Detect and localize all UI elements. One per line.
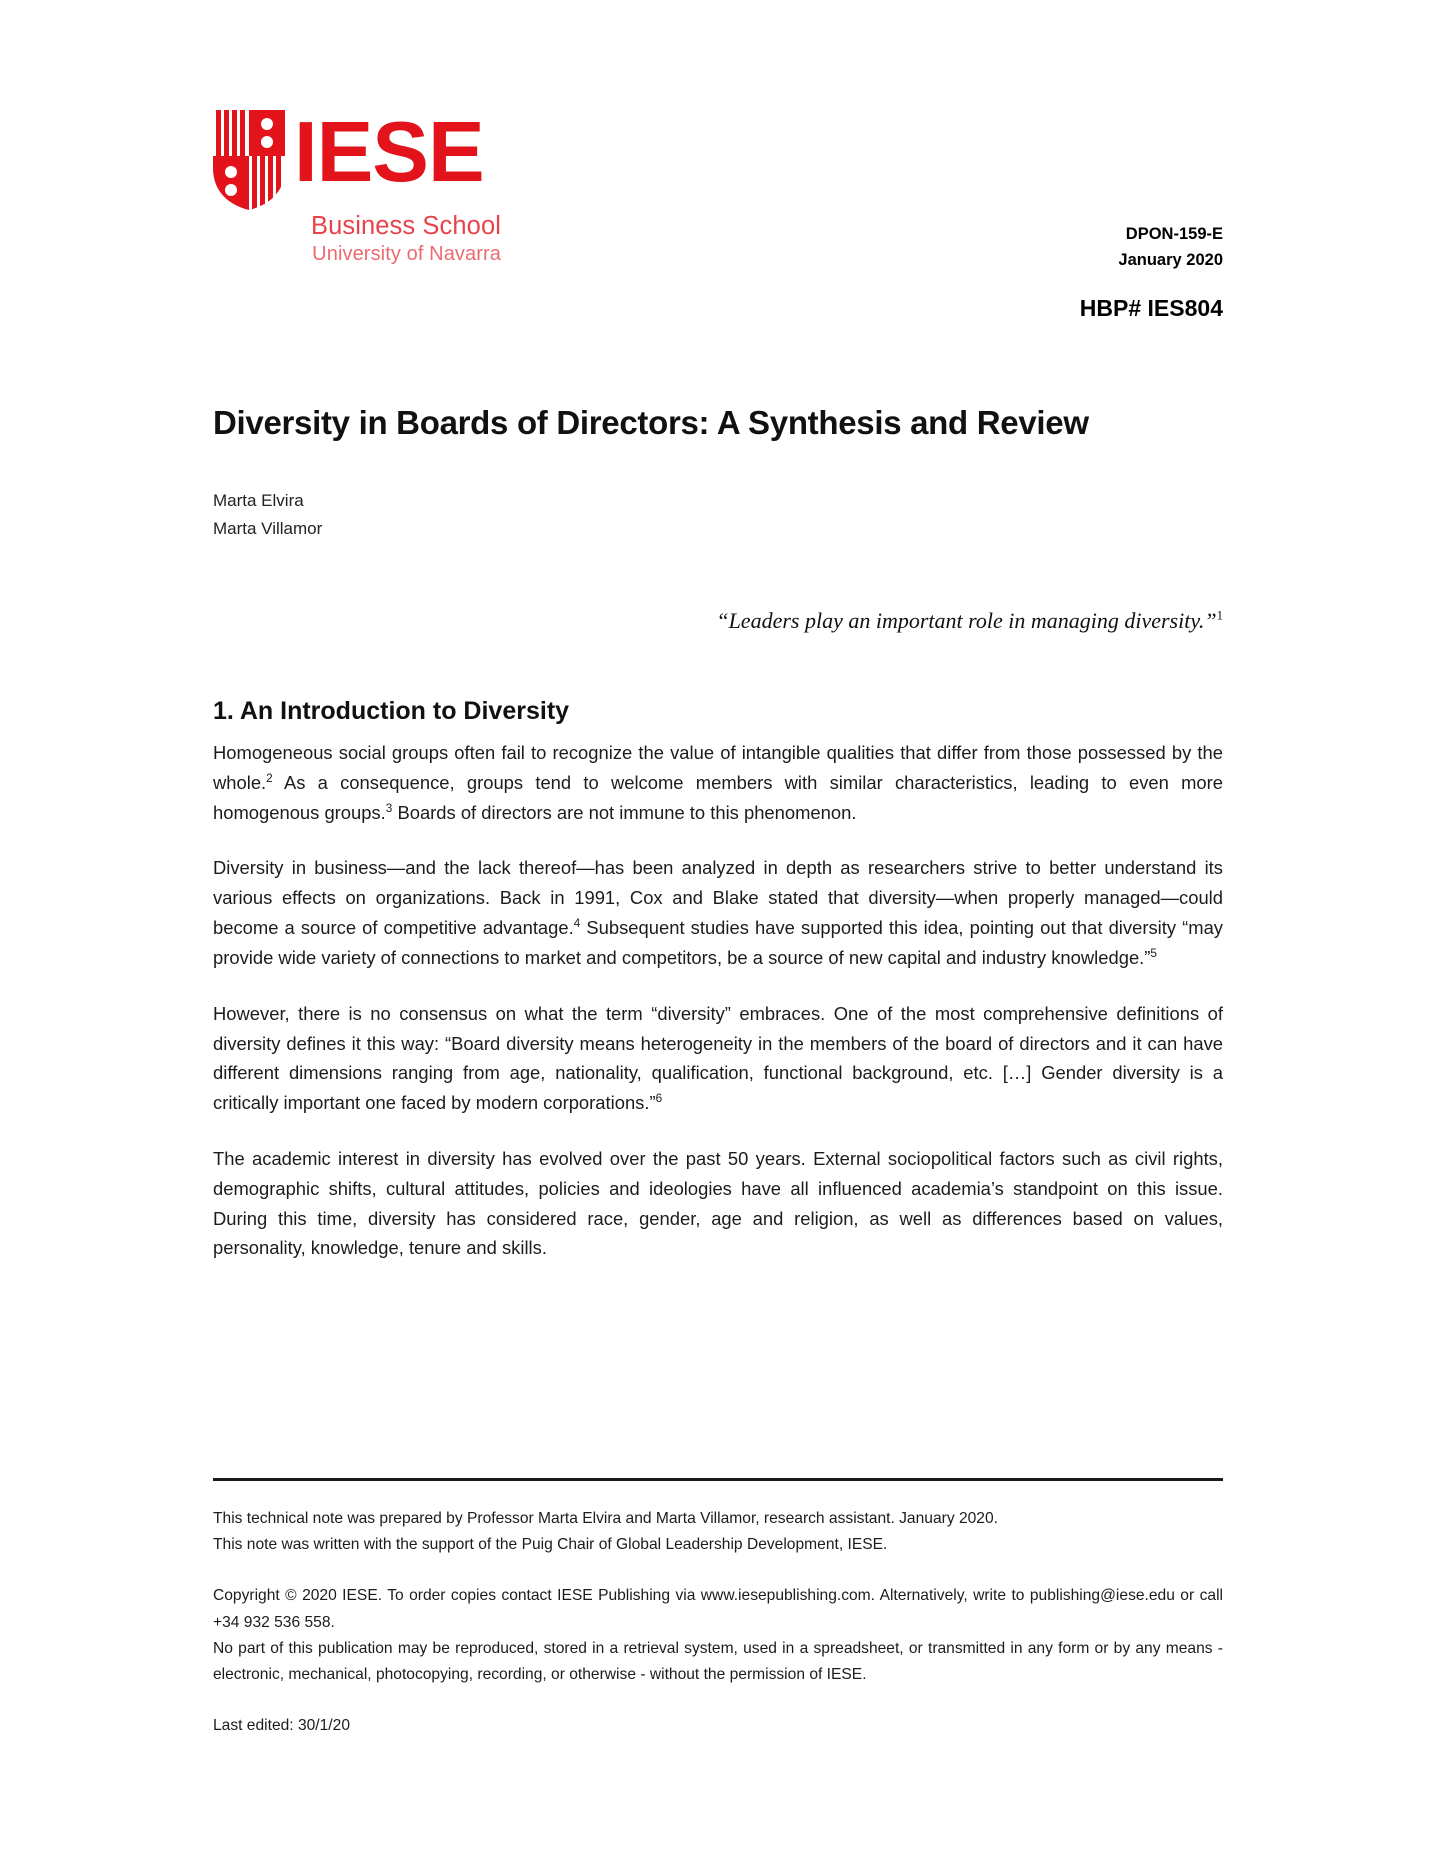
publication-date: January 2020 xyxy=(1118,250,1223,269)
footnote-marker: 6 xyxy=(655,1092,663,1105)
footer-prepared-by: This technical note was prepared by Professor Marta Elvira and Marta Villamor, research assistant. January 2020. xyxy=(213,1510,998,1527)
epigraph-text: “Leaders play an important role in managing diversity.” xyxy=(716,608,1217,633)
reference-code: DPON-159-E xyxy=(1125,225,1223,243)
paragraph: Homogeneous social groups often fail to recognize the value of intangible qualities that differ from those possessed by the whole.$^2$ As a consequence, groups tend to welcome members with similar characteristics, leading to even more homogenous groups.$^3$ Boards of directors are not immune to this phenomenon. xyxy=(213,742,1223,823)
paragraph: Diversity in business—and the lack thereof—has been analyzed in depth as researchers strive to better understand its various effects on organizations. Back in 1991, Cox and Blake stated that diversity—when properly managed—could become a source of competitive advantage.$^4$ Subsequent studies have supported this idea, pointing out that diversity “may provide wide variety of connections to market and competitors, be a source of new capital and industry knowledge.”$^5$ xyxy=(213,857,1223,968)
author-name: Marta Villamor xyxy=(213,518,323,538)
section-heading: 1. An Introduction to Diversity xyxy=(213,696,570,725)
page-title: Diversity in Boards of Directors: A Synthesis and Review xyxy=(213,404,1089,442)
logo-subtitle-business-school: Business School xyxy=(310,212,501,240)
footnote-marker: 5 xyxy=(1150,946,1157,960)
footnote-marker: 4 xyxy=(573,916,581,930)
footer-last-edited: Last edited: 30/1/20 xyxy=(213,1717,350,1735)
footnote-marker: 3 xyxy=(385,801,393,815)
footer-reproduction-notice: No part of this publication may be reproduced, stored in a retrieval system, used in a spreadsheet, or transmitted in any form or by any means - electronic, mechanical, photocopying, recording, or otherwise - without the permission of IESE. xyxy=(213,1639,1223,1683)
iese-wordmark: IESE xyxy=(294,105,484,200)
logo-subtitle-university: University of Navarra xyxy=(312,243,501,265)
author-name: Marta Elvira xyxy=(213,491,304,510)
iese-shield-icon xyxy=(213,110,285,210)
author-list xyxy=(213,487,322,542)
footer-support: This note was written with the support of the Puig Chair of Global Leadership Development, IESE. xyxy=(213,1536,888,1554)
epigraph-quote xyxy=(213,608,1223,634)
header-metadata xyxy=(703,222,1223,322)
footnote-marker: 2 xyxy=(266,771,273,785)
paragraph: However, there is no consensus on what the term “diversity” embraces. One of the most comprehensive definitions of diversity defines it this way: “Board diversity means heterogeneity in the members of the board of directors and it can have different dimensions ranging from age, nationality, qualification, functional background, etc. […] Gender diversity is a critically important one faced by modern corporations.”$^6$ xyxy=(213,1002,1223,1114)
body-text xyxy=(213,738,1223,1263)
footer-divider xyxy=(213,1478,1223,1481)
logo-row xyxy=(213,105,503,210)
iese-logo xyxy=(213,105,503,266)
hbp-code: HBP# IES804 xyxy=(1079,295,1223,322)
footer-notes xyxy=(213,1506,1223,1739)
footer-copyright: Copyright © 2020 IESE. To order copies contact IESE Publishing via www.iesepublishing.com. Alternatively, write to publishing@iese.edu or call +34 932 536 558. xyxy=(213,1587,1223,1631)
epigraph-footnote-marker: 1 xyxy=(1216,608,1223,623)
paragraph: The academic interest in diversity has evolved over the past 50 years. External sociopolitical factors such as civil rights, demographic shifts, cultural attitudes, policies and ideologies have all influenced academia’s standpoint on this issue. During this time, diversity has considered race, gender, age and religion, as well as differences based on values, personality, knowledge, tenure and skills. xyxy=(213,1147,1223,1259)
